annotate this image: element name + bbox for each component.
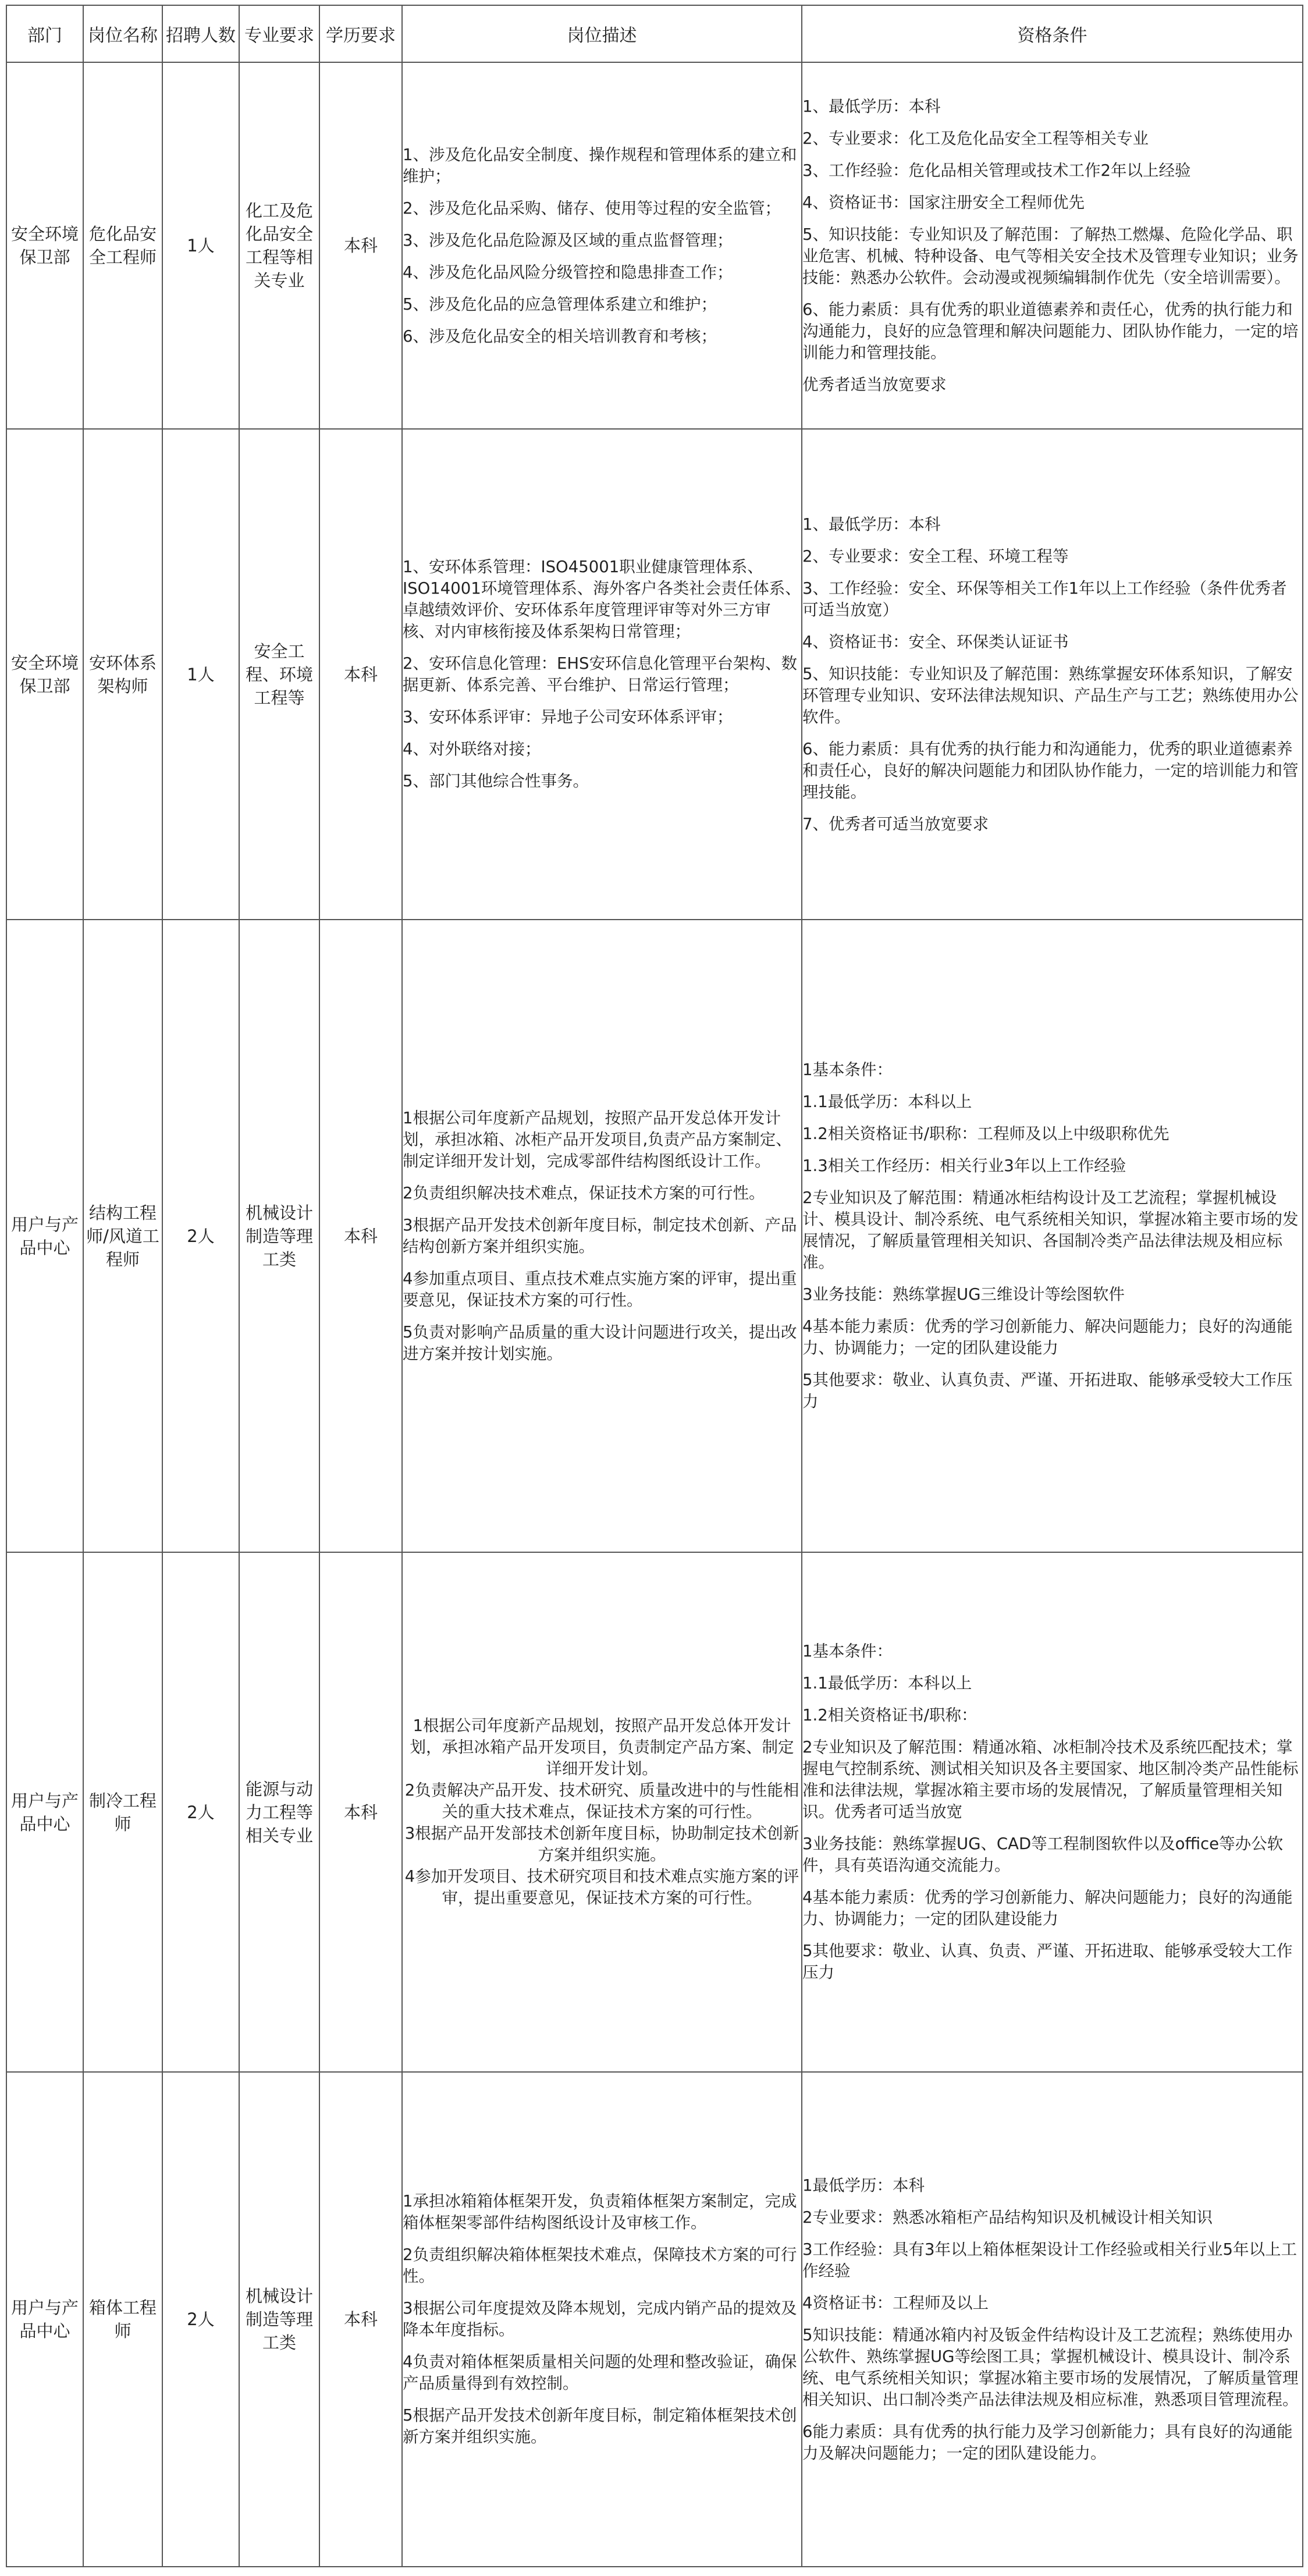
desc-item: 5、部门其他综合性事务。 <box>403 772 589 790</box>
desc-cell <box>402 920 802 1552</box>
table-row <box>6 429 1303 920</box>
desc-item: 1根据公司年度新产品规划，按照产品开发总体开发计划，承担冰箱产品开发项目，负责制定产品方案、制定详细开发计划。 <box>410 1716 794 1778</box>
recruitment-table <box>6 5 1303 2567</box>
qual-item: 2专业知识及了解范围：精通冰柜结构设计及工艺流程；掌握机械设计、模具设计、制冷系统、电气系统相关知识，掌握冰箱主要市场的发展情况，了解质量管理相关知识、各国制冷类产品法律法规及相应标准。 <box>802 1188 1299 1272</box>
header-major: 专业要求 <box>239 5 319 62</box>
major-cell: 能源与动力工程等相关专业 <box>239 1552 319 2072</box>
dept-cell: 用户与产品中心 <box>6 920 83 1552</box>
table-row <box>6 1552 1303 2072</box>
qual-item: 1.3相关工作经历：相关行业3年以上工作经验 <box>802 1156 1126 1175</box>
qual-item: 5、知识技能：专业知识及了解范围：了解热工燃爆、危险化学品、职业危害、机械、特种设备、电气等相关安全技术及管理专业知识；业务技能：熟悉办公软件。会动漫或视频编辑制作优先（安全培训需要）。 <box>802 225 1299 287</box>
qual-item: 优秀者适当放宽要求 <box>802 375 947 394</box>
edu-cell: 本科 <box>319 920 402 1552</box>
table-row <box>6 62 1303 429</box>
qual-cell <box>802 429 1303 920</box>
desc-item: 2、涉及危化品采购、储存、使用等过程的安全监管； <box>403 198 781 218</box>
header-desc: 岗位描述 <box>402 5 802 62</box>
qual-item: 1.2相关资格证书/职称： <box>802 1706 978 1725</box>
qual-item: 3业务技能：熟练掌握UG、CAD等工程制图软件以及office等办公软件，具有英语沟通交流能力。 <box>802 1835 1284 1875</box>
qual-item: 1、最低学历：本科 <box>802 97 941 116</box>
title-cell: 安环体系架构师 <box>83 429 162 920</box>
desc-item: 4、对外联络对接； <box>403 740 541 758</box>
qual-cell <box>802 62 1303 429</box>
desc-item: 2负责组织解决技术难点，保证技术方案的可行性。 <box>403 1183 765 1202</box>
qual-item: 4基本能力素质：优秀的学习创新能力、解决问题能力；良好的沟通能力、协调能力；一定的团队建设能力 <box>802 1317 1293 1357</box>
qual-item: 4、资格证书：国家注册安全工程师优先 <box>802 193 1085 212</box>
desc-item: 2、安环信息化管理：EHS安环信息化管理平台架构、数据更新、体系完善、平台维护、日常运行管理； <box>403 654 798 694</box>
table-row <box>6 920 1303 1552</box>
count-cell: 2人 <box>162 2072 239 2567</box>
qual-item: 6、能力素质：具有优秀的执行能力和沟通能力，优秀的职业道德素养和责任心，良好的解决问题能力和团队协作能力，一定的培训能力和管理技能。 <box>802 739 1299 801</box>
desc-cell <box>402 1552 802 2072</box>
dept-cell: 用户与产品中心 <box>6 1552 83 2072</box>
desc-item: 2负责解决产品开发、技术研究、质量改进中的与性能相关的重大技术难点，保证技术方案的可行性。 <box>404 1781 799 1821</box>
header-title: 岗位名称 <box>83 5 162 62</box>
desc-item: 4负责对箱体框架质量相关问题的处理和整改验证，确保产品质量得到有效控制。 <box>403 2353 797 2393</box>
desc-cell <box>402 62 802 429</box>
qual-item: 1.1最低学历：本科以上 <box>802 1092 972 1111</box>
qual-item: 5、知识技能：专业知识及了解范围：熟练掌握安环体系知识，了解安环管理专业知识、安环法律法规知识、产品生产与工艺；熟练使用办公软件。 <box>802 664 1299 726</box>
desc-item: 2负责组织解决箱体框架技术难点，保障技术方案的可行性。 <box>403 2245 797 2286</box>
desc-item: 1、安环体系管理：ISO45001职业健康管理体系、ISO14001环境管理体系、海外客户各类社会责任体系、卓越绩效评价、安环体系年度管理评审等对外三方审核、对内审核衔接及体系架构日常管理； <box>403 558 801 641</box>
desc-item: 3根据公司年度提效及降本规划，完成内销产品的提效及降本年度指标。 <box>403 2299 797 2339</box>
qual-item: 5其他要求：敬业、认真负责、严谨、开拓进取、能够承受较大工作压力 <box>802 1371 1293 1411</box>
desc-item: 1、涉及危化品安全制度、操作规程和管理体系的建立和维护； <box>403 145 797 186</box>
qual-item: 1最低学历：本科 <box>802 2176 925 2195</box>
qual-cell <box>802 1552 1303 2072</box>
qual-item: 1.1最低学历：本科以上 <box>802 1674 972 1693</box>
qual-item: 1基本条件： <box>802 1642 893 1660</box>
qual-item: 4、资格证书：安全、环保类认证证书 <box>802 632 1069 651</box>
title-cell: 制冷工程师 <box>83 1552 162 2072</box>
major-cell: 安全工程、环境工程等 <box>239 429 319 920</box>
desc-item: 4、涉及危化品风险分级管控和隐患排查工作； <box>403 262 733 282</box>
major-cell: 机械设计制造等理工类 <box>239 2072 319 2567</box>
title-cell: 危化品安全工程师 <box>83 62 162 429</box>
dept-cell: 用户与产品中心 <box>6 2072 83 2567</box>
edu-cell: 本科 <box>319 2072 402 2567</box>
desc-item: 5根据产品开发技术创新年度目标，制定箱体框架技术创新方案并组织实施。 <box>403 2406 797 2446</box>
edu-cell: 本科 <box>319 62 402 429</box>
edu-cell: 本科 <box>319 429 402 920</box>
desc-item: 3、安环体系评审：异地子公司安环体系评审； <box>403 708 733 726</box>
qual-item: 3业务技能：熟练掌握UG三维设计等绘图软件 <box>802 1285 1125 1304</box>
qual-cell <box>802 920 1303 1552</box>
qual-item: 1、最低学历：本科 <box>802 515 941 534</box>
qual-item: 3、工作经验：危化品相关管理或技术工作2年以上经验 <box>802 161 1191 180</box>
qual-item: 7、优秀者可适当放宽要求 <box>802 814 989 833</box>
desc-item: 3根据产品开发部技术创新年度目标，协助制定技术创新方案并组织实施。 <box>404 1824 799 1864</box>
edu-cell: 本科 <box>319 1552 402 2072</box>
dept-cell: 安全环境保卫部 <box>6 429 83 920</box>
count-cell: 1人 <box>162 62 239 429</box>
qual-item: 4基本能力素质：优秀的学习创新能力、解决问题能力；良好的沟通能力、协调能力；一定的团队建设能力 <box>802 1888 1293 1928</box>
major-cell: 化工及危化品安全工程等相关专业 <box>239 62 319 429</box>
table-row <box>6 2072 1303 2567</box>
qual-item: 6、能力素质：具有优秀的职业道德素养和责任心，优秀的执行能力和沟通能力，良好的应急管理和解决问题能力、团队协作能力，一定的培训能力和管理技能。 <box>802 300 1299 362</box>
desc-item: 4参加重点项目、重点技术难点实施方案的评审，提出重要意见，保证技术方案的可行性。 <box>403 1269 797 1310</box>
desc-cell <box>402 429 802 920</box>
qual-item: 1基本条件： <box>802 1060 893 1079</box>
qual-item: 2专业要求：熟悉冰箱柜产品结构知识及机械设计相关知识 <box>802 2208 1213 2227</box>
desc-item: 5负责对影响产品质量的重大设计问题进行攻关，提出改进方案并按计划实施。 <box>403 1322 797 1363</box>
header-row <box>6 5 1303 62</box>
qual-item: 2、专业要求：化工及危化品安全工程等相关专业 <box>802 129 1149 148</box>
desc-item: 3、涉及危化品危险源及区域的重点监督管理； <box>403 230 733 250</box>
count-cell: 2人 <box>162 1552 239 2072</box>
desc-item: 1根据公司年度新产品规划，按照产品开发总体开发计划，承担冰箱、冰柜产品开发项目,负责产品方案制定、制定详细开发计划，完成零部件结构图纸设计工作。 <box>403 1108 792 1170</box>
major-cell: 机械设计制造等理工类 <box>239 920 319 1552</box>
qual-item: 5其他要求：敬业、认真、负责、严谨、开拓进取、能够承受较大工作压力 <box>802 1942 1293 1982</box>
count-cell: 1人 <box>162 429 239 920</box>
header-qual: 资格条件 <box>802 5 1303 62</box>
desc-cell <box>402 2072 802 2567</box>
qual-cell <box>802 2072 1303 2567</box>
title-cell: 箱体工程师 <box>83 2072 162 2567</box>
qual-item: 2专业知识及了解范围：精通冰箱、冰柜制冷技术及系统匹配技术；掌握电气控制系统、测试相关知识及各主要国家、地区制冷类产品性能标准和法律法规，掌握冰箱主要市场的发展情况，了解质量管理相关知识。优秀者可适当放宽 <box>802 1738 1299 1821</box>
qual-item: 1.2相关资格证书/职称：工程师及以上中级职称优先 <box>802 1124 1170 1143</box>
title-cell: 结构工程师/风道工程师 <box>83 920 162 1552</box>
qual-item: 3工作经验：具有3年以上箱体框架设计工作经验或相关行业5年以上工作经验 <box>802 2240 1297 2280</box>
qual-item: 6能力素质：具有优秀的执行能力及学习创新能力；具有良好的沟通能力及解决问题能力；一定的团队建设能力。 <box>802 2422 1293 2463</box>
header-edu: 学历要求 <box>319 5 402 62</box>
dept-cell: 安全环境保卫部 <box>6 62 83 429</box>
header-count: 招聘人数 <box>162 5 239 62</box>
header-dept: 部门 <box>6 5 83 62</box>
desc-item: 5、涉及危化品的应急管理体系建立和维护； <box>403 294 717 314</box>
desc-item: 4参加开发项目、技术研究项目和技术难点实施方案的评审，提出重要意见，保证技术方案的可行性。 <box>404 1867 799 1907</box>
qual-item: 3、工作经验：安全、环保等相关工作1年以上工作经验（条件优秀者可适当放宽） <box>802 579 1287 619</box>
qual-item: 4资格证书：工程师及以上 <box>802 2293 989 2312</box>
count-cell: 2人 <box>162 920 239 1552</box>
qual-item: 2、专业要求：安全工程、环境工程等 <box>802 547 1069 566</box>
desc-item: 3根据产品开发技术创新年度目标，制定技术创新、产品结构创新方案并组织实施。 <box>403 1215 797 1256</box>
qual-item: 5知识技能：精通冰箱内衬及钣金件结构设计及工艺流程；熟练使用办公软件、熟练掌握UG等绘图工具；掌握机械设计、模具设计、制冷系统、电气系统相关知识；掌握冰箱主要市场的发展情况，了解质量管理相关知识、出口制冷类产品法律法规及相应标准，熟悉项目管理流程。 <box>802 2325 1299 2409</box>
desc-item: 6、涉及危化品安全的相关培训教育和考核； <box>403 327 717 346</box>
desc-item: 1承担冰箱箱体框架开发，负责箱体框架方案制定，完成箱体框架零部件结构图纸设计及审核工作。 <box>403 2192 797 2232</box>
